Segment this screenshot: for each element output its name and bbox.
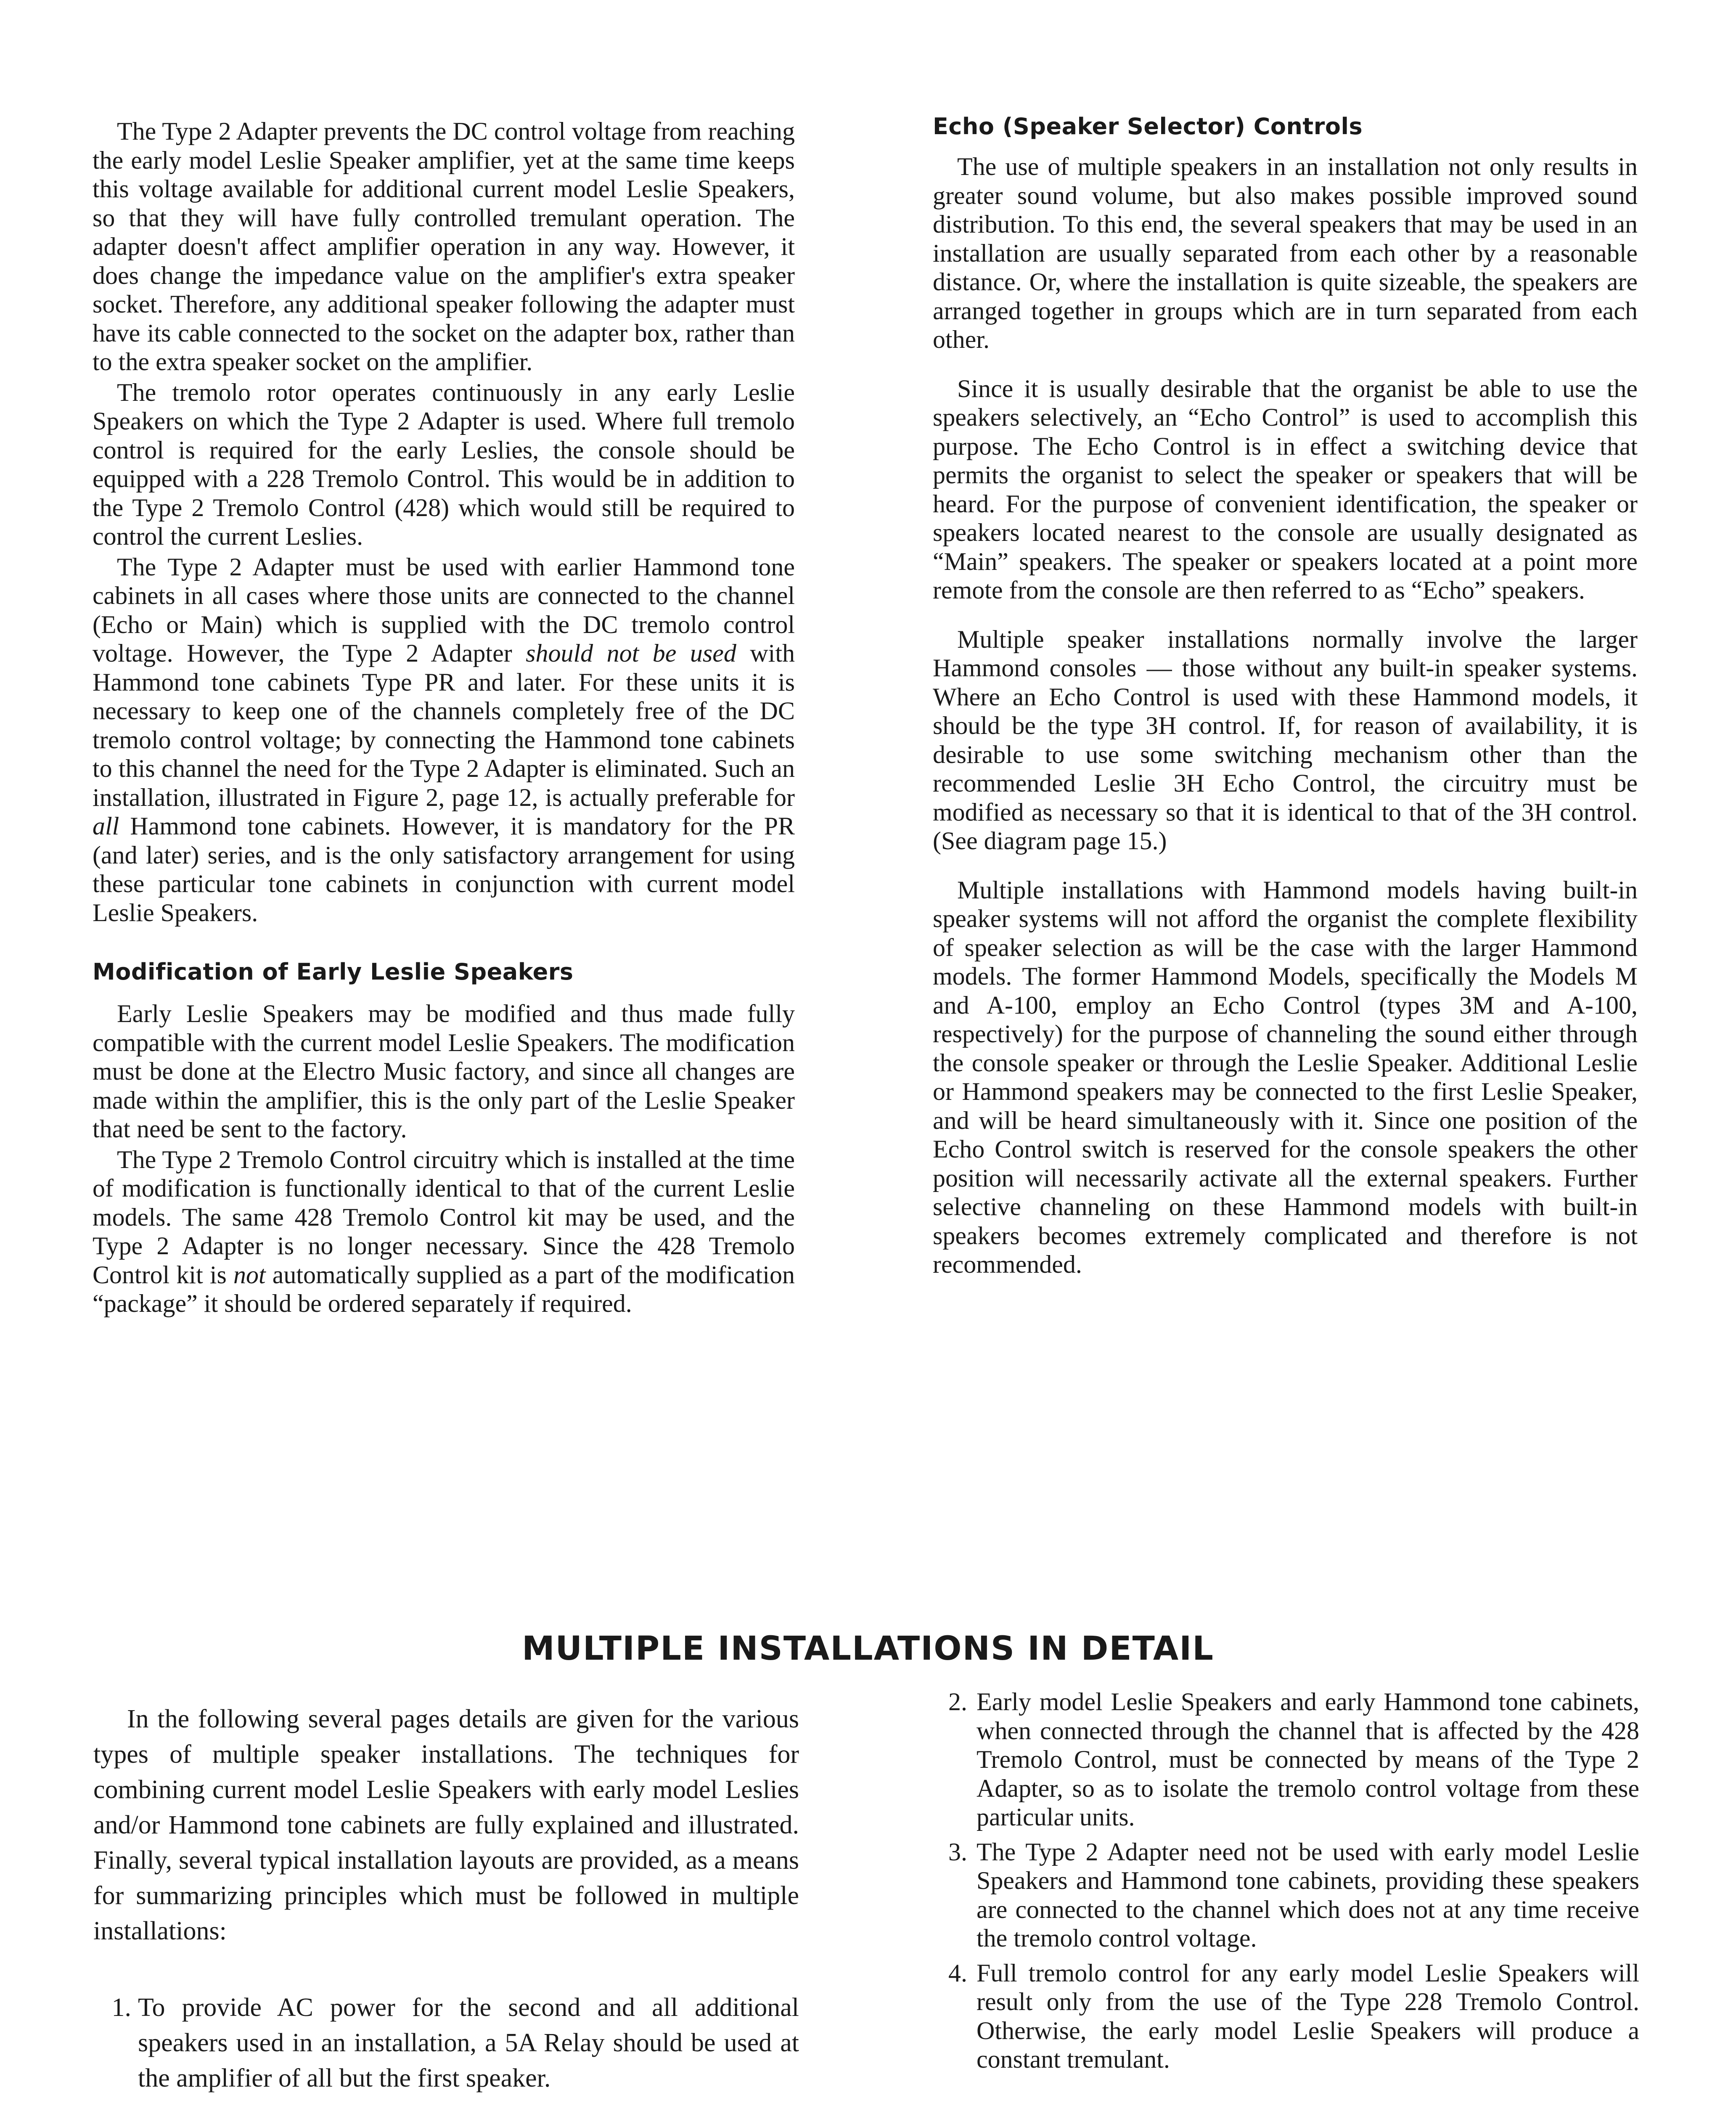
bottom-right-column [929, 1687, 1639, 2080]
heading-echo-controls: Echo (Speaker Selector) Controls [933, 113, 1363, 140]
principles-list-continued [929, 1687, 1639, 2074]
list-number: 1. [111, 1993, 131, 2022]
emphasis: not [233, 1261, 266, 1289]
intro-paragraph: In the following several pages details are given for the various types of multiple speaker installations. The techniques for combining current model Leslie Speakers with early model Leslies and/or Hammond tone cabinets are fully explained and illustrated. Finally, several typical installation layouts are provided, as a means for summarizing principles which must be followed in multiple installations: [93, 1705, 799, 1945]
list-text: The Type 2 Adapter need not be used with early model Leslie Speakers and Hammond tone cabinets, providing these speakers are connected to the channel which does not at any time receive the tremolo control voltage. [977, 1838, 1639, 1952]
list-text: To provide AC power for the second and all additional speakers used in an installation, a 5A Relay should be used at the amplifier of all but the first speaker. [138, 1993, 799, 2092]
emphasis: should not be used [526, 639, 736, 667]
list-number: 2. [948, 1688, 967, 1716]
paragraph-built-in-speakers: Multiple installations with Hammond models having built-in speaker systems will not afford the organist the complete flexibility of speaker selection as will be the case with the larger Hammond models. The former Hammond Models, specifically the Models M and A-100, employ an Echo Control (types 3M and A-100, respectively) for the purpose of channeling the sound either through the console speaker or through the Leslie Speaker. Additional Leslie or Hammond speakers may be connected to the first Leslie Speaker, and will be heard simultaneously with it. Since one position of the Echo Control switch is reserved for the console speakers the other position will necessarily activate all the external speakers. Further selective channeling on these Hammond models with built-in speakers becomes extremely complicated and therefore is not recommended. [933, 876, 1638, 1278]
list-number: 3. [948, 1838, 967, 1866]
paragraph-multiple-speakers: The use of multiple speakers in an installation not only results in greater sound volume, but also makes possible improved sound distribution. To this end, the several speakers that may be used in an installation are usually separated from each other by a reasonable distance. Or, where the installation is quite sizeable, the speakers are arranged together in groups which are in turn separated from each other. [933, 153, 1638, 353]
paragraph-tremolo-circuitry [93, 1145, 795, 1318]
list-item [929, 1687, 1639, 1832]
list-item [93, 1990, 799, 2096]
list-item [929, 1959, 1639, 2074]
paragraph-tone-cabinets [93, 553, 795, 927]
paragraph-type2-adapter: The Type 2 Adapter prevents the DC control voltage from reaching the early model Leslie Speaker amplifier, yet at the same time keeps this voltage available for additional current model Leslie Speakers, so that they will have fully controlled tremulant operation. The adapter doesn't affect amplifier operation in any way. However, it does change the impedance value on the amplifier's extra speaker socket. Therefore, any additional speaker following the adapter must have its cable connected to the socket on the adapter box, rather than to the extra speaker socket on the amplifier. [93, 117, 795, 376]
principles-list [93, 1990, 799, 2096]
list-text: Full tremolo control for any early model Leslie Speakers will result only from the use of the Type 228 Tremolo Control. Otherwise, the early model Leslie Speakers will produce a constant tremulant. [977, 1959, 1639, 2073]
right-column [933, 114, 1638, 1279]
bottom-left-column [93, 1701, 799, 2096]
paragraph-tremolo-rotor: The tremolo rotor operates continuously in any early Leslie Speakers on which the Type 2 Adapter is used. Where full tremolo control is required for the early Leslies, the console should be equipped with a 228 Tremolo Control. This would be in addition to the Type 2 Tremolo Control (428) which would still be required to control the current Leslies. [93, 378, 795, 550]
text-run: The Type 2 Tremolo Control circuitry which is installed at the time of modification is functionally identical to that of the current Leslie models. The same 428 Tremolo Control kit may be used, and the Type 2 Adapter is no longer necessary. Since the 428 Tremolo Control kit is [93, 1145, 795, 1289]
section-title: MULTIPLE INSTALLATIONS IN DETAIL [522, 1630, 1214, 1668]
list-text: Early model Leslie Speakers and early Hammond tone cabinets, when connected through the channel that is affected by the 428 Tremolo Control, must be connected by means of the Type 2 Adapter, so as to isolate the tremolo control voltage from these particular units. [977, 1688, 1639, 1831]
paragraph-larger-consoles: Multiple speaker installations normally involve the larger Hammond consoles — those without any built-in speaker systems. Where an Echo Control is used with these Hammond models, it should be the type 3H control. If, for reason of availability, it is desirable to use some switching mechanism other than the recommended Leslie 3H Echo Control, the circuitry must be modified as necessary so that it is identical to that of the 3H control. (See diagram page 15.) [933, 625, 1638, 855]
text-run: with Hammond tone cabinets Type PR and later. For these units it is necessary to keep one of the channels completely free of the DC tremolo control voltage; by connecting the Hammond tone cabinets to this channel the need for the Type 2 Adapter is eliminated. Such an installation, illustrated in Figure 2, page 12, is actually preferable for [93, 639, 795, 811]
text-run: Hammond tone cabinets. However, it is mandatory for the PR (and later) series, and is the only satisfactory arrangement for using these particular tone cabinets in conjunction with current model Leslie Speakers. [93, 812, 795, 927]
text-run: The Type 2 Adapter must be used with earlier Hammond tone cabinets in all cases where those units are connected to the channel (Echo or Main) which is supplied with the DC tremolo control voltage. However, the Type 2 Adapter [93, 553, 795, 667]
paragraph-modification: Early Leslie Speakers may be modified and thus made fully compatible with the current model Leslie Speakers. The modification must be done at the Electro Music factory, and since all changes are made within the amplifier, this is the only part of the Leslie Speaker that need be sent to the factory. [93, 1000, 795, 1143]
list-item [929, 1838, 1639, 1953]
paragraph-echo-control: Since it is usually desirable that the organist be able to use the speakers selectively, an “Echo Control” is used to accomplish this purpose. The Echo Control is in effect a switching device that permits the organist to select the speaker or speakers that will be heard. For the purpose of convenient identification, the speaker or speakers located nearest to the console are usually designated as “Main” speakers. The speaker or speakers located at a point more remote from the console are then referred to as “Echo” speakers. [933, 374, 1638, 604]
text-run: automatically supplied as a part of the modification “package” it should be ordered separately if required. [93, 1261, 795, 1317]
left-column [93, 117, 795, 1318]
list-number: 4. [948, 1959, 967, 1987]
heading-modification: Modification of Early Leslie Speakers [93, 959, 574, 985]
emphasis: all [93, 812, 119, 840]
